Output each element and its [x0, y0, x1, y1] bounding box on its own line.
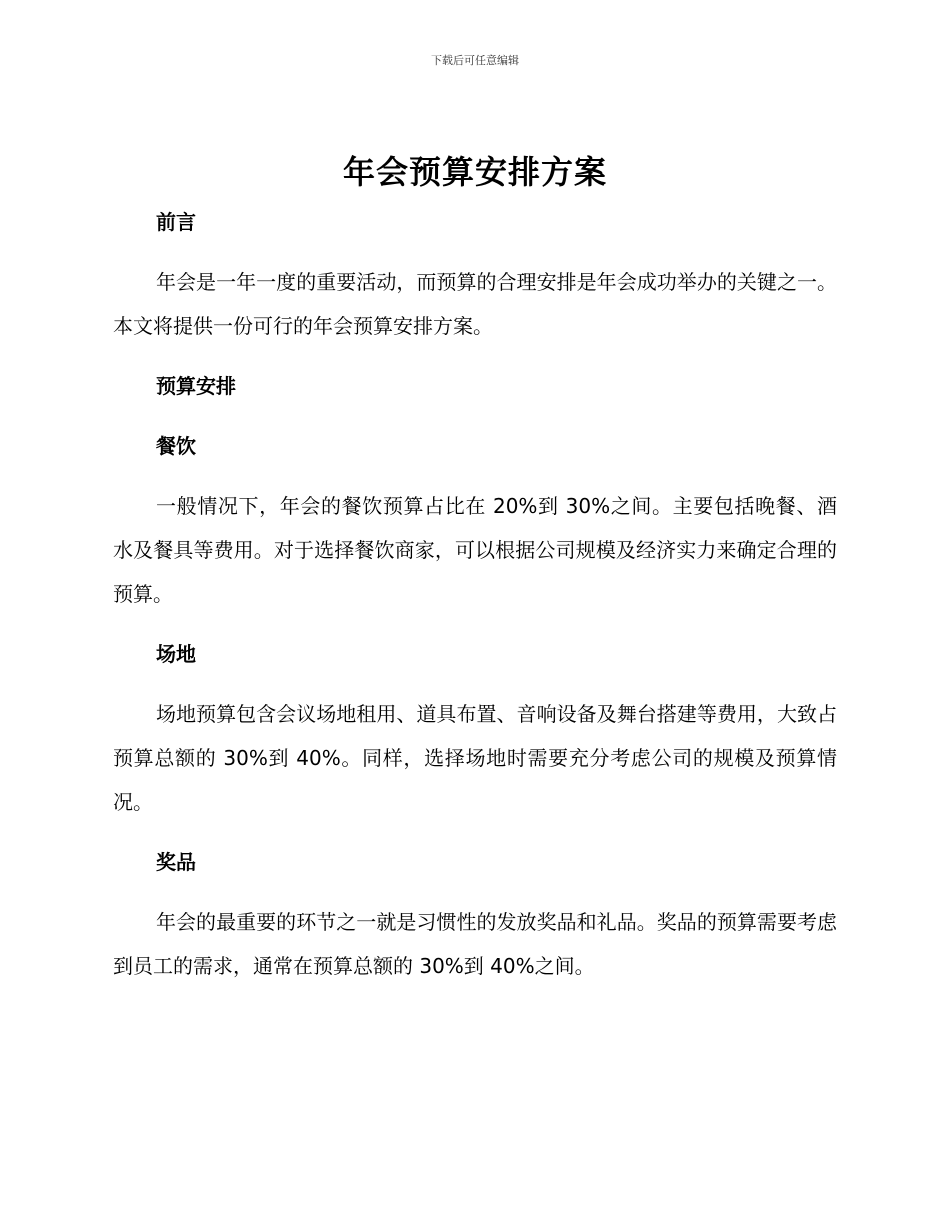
- document-body: [113, 200, 837, 988]
- prizes-paragraph: 年会的最重要的环节之一就是习惯性的发放奖品和礼品。奖品的预算需要考虑到员工的需求，通常在预算总额的 30%到 40%之间。: [113, 910, 837, 978]
- catering-heading: 餐饮: [156, 434, 196, 458]
- page-header-note: 下载后可任意编辑: [431, 54, 519, 67]
- prizes-heading: 奖品: [156, 850, 196, 874]
- venue-heading: 场地: [156, 642, 196, 666]
- budget-heading: 预算安排: [156, 374, 236, 398]
- venue-paragraph: 场地预算包含会议场地租用、道具布置、音响设备及舞台搭建等费用，大致占预算总额的 30%到 40%。同样，选择场地时需要充分考虑公司的规模及预算情况。: [113, 702, 837, 814]
- preface-heading: 前言: [156, 210, 196, 234]
- document-title: 年会预算安排方案: [342, 153, 607, 191]
- preface-paragraph: 年会是一年一度的重要活动，而预算的合理安排是年会成功举办的关键之一。本文将提供一份可行的年会预算安排方案。: [113, 270, 837, 338]
- catering-paragraph: 一般情况下，年会的餐饮预算占比在 20%到 30%之间。主要包括晚餐、酒水及餐具等费用。对于选择餐饮商家，可以根据公司规模及经济实力来确定合理的预算。: [113, 494, 837, 606]
